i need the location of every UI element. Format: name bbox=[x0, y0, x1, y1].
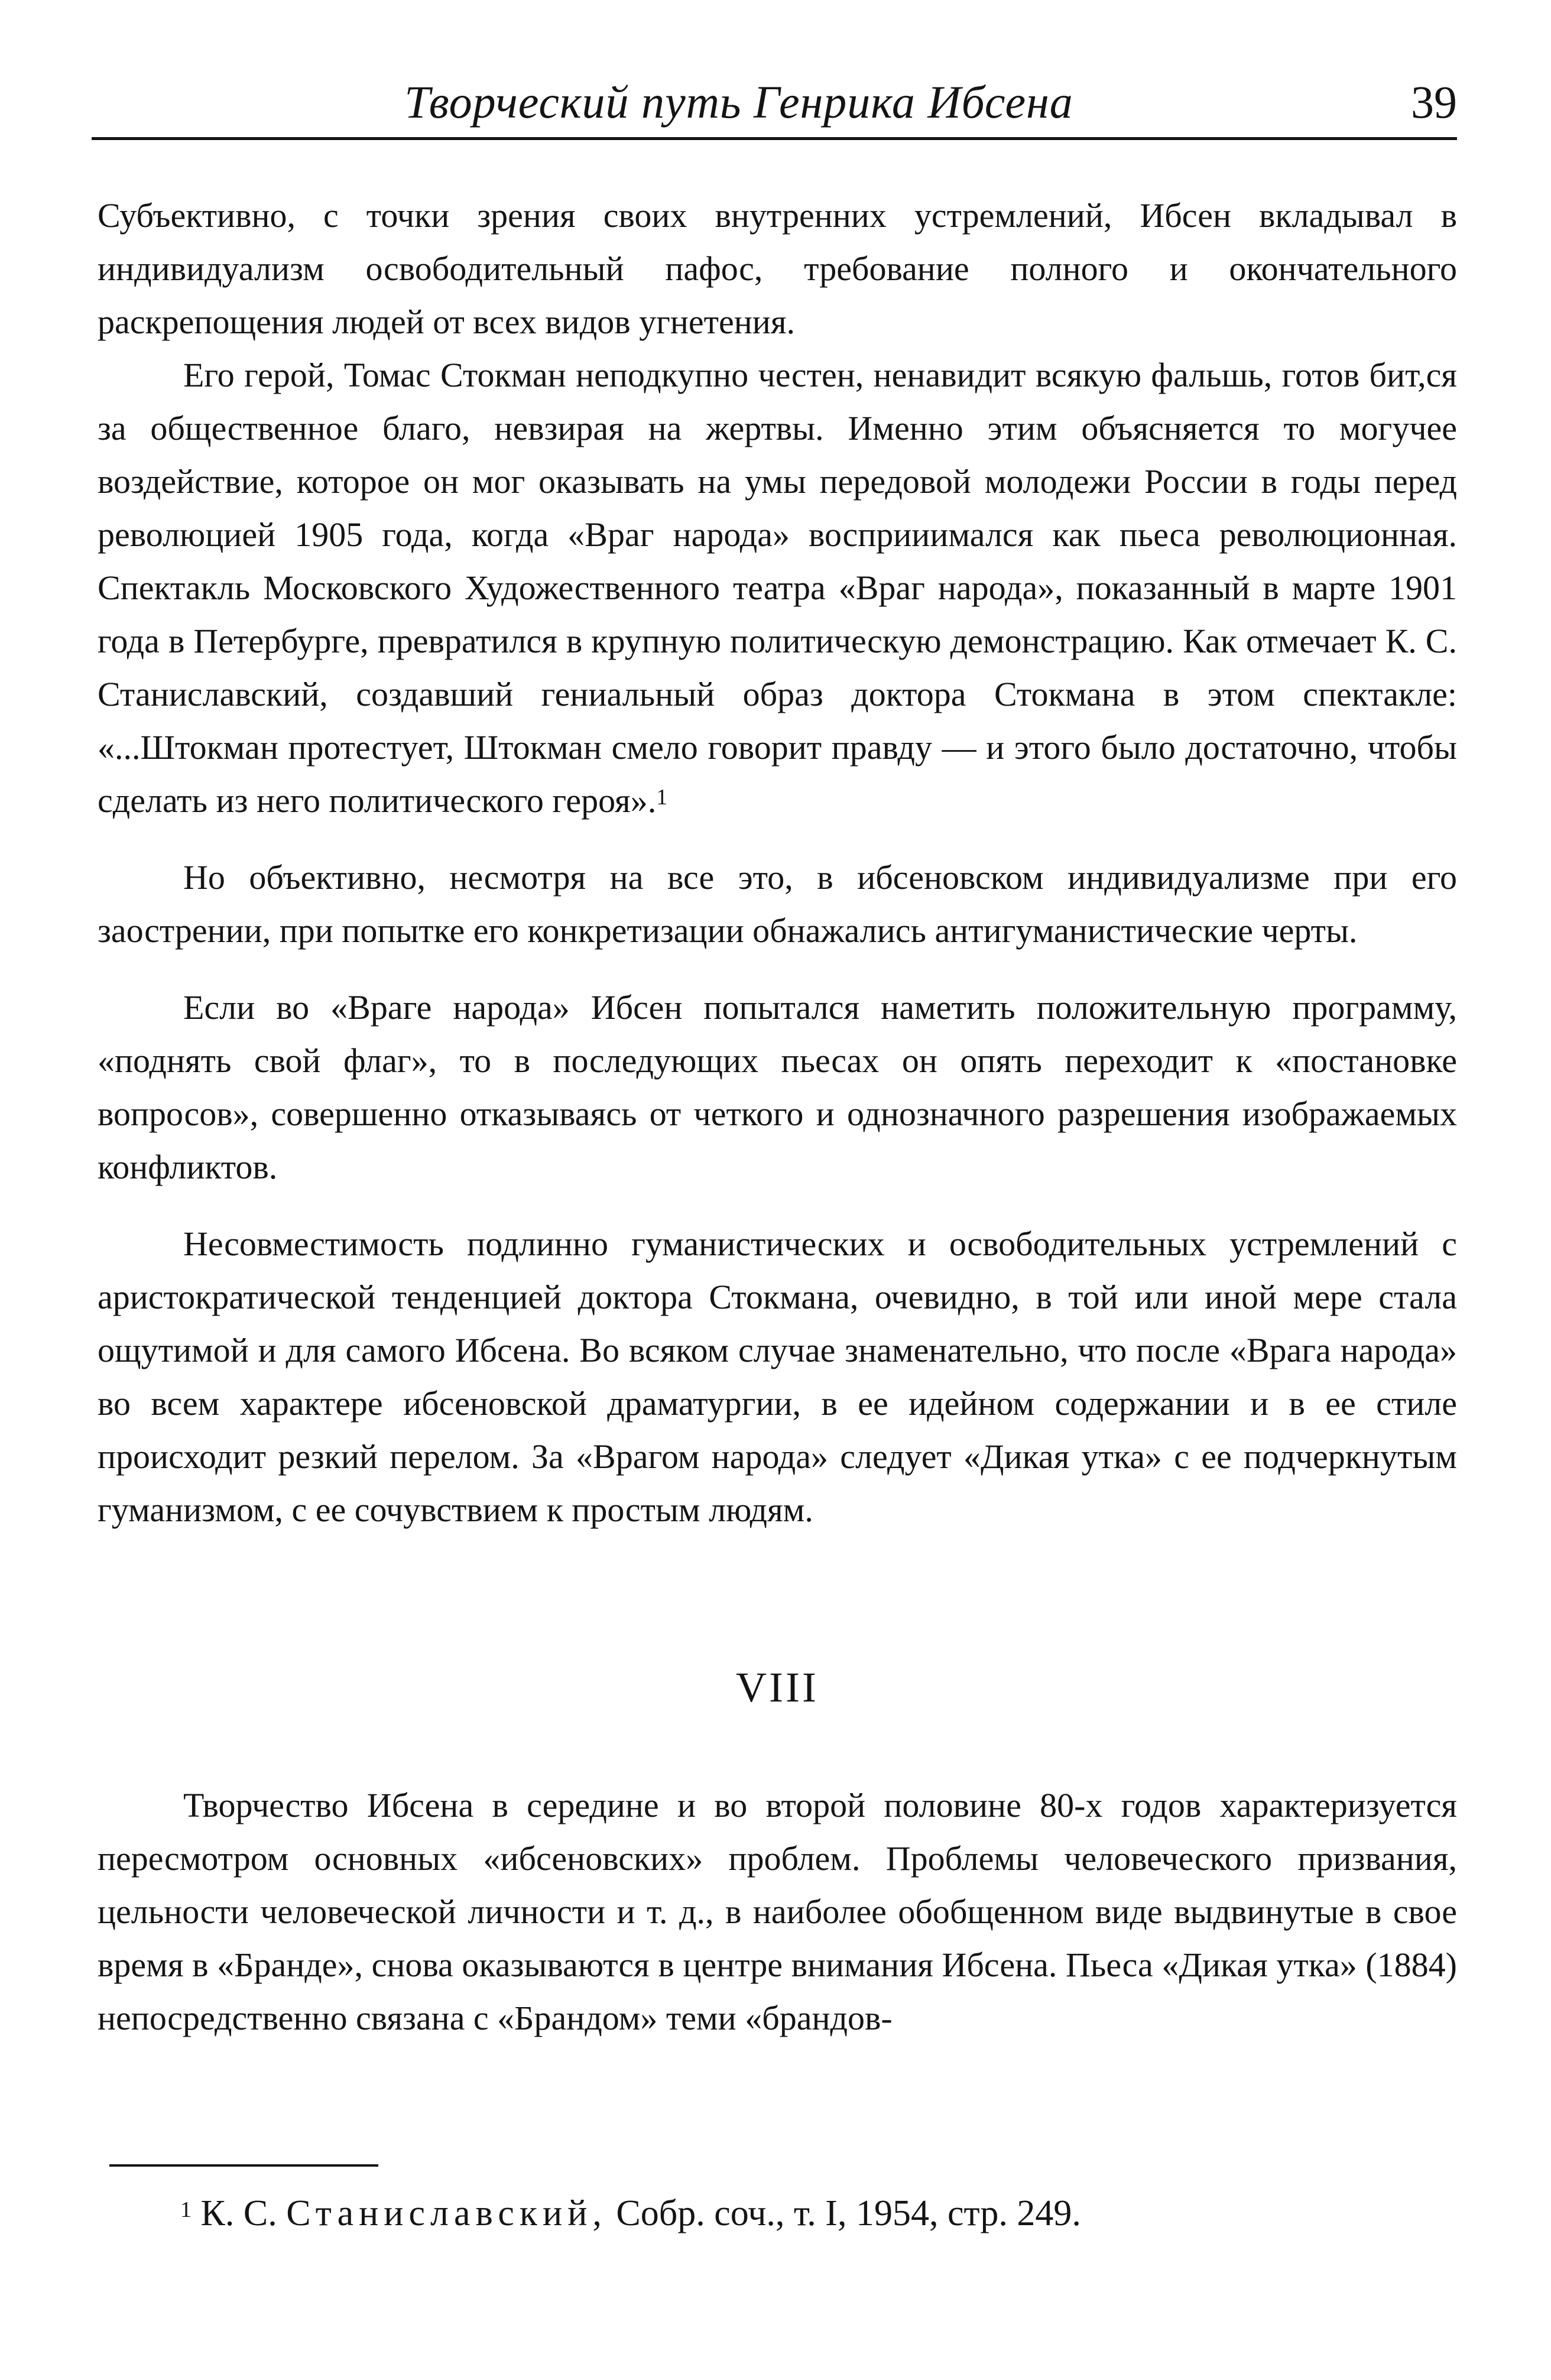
paragraph-4: Если во «Враге народа» Ибсен попытался наметить положительную программу, «поднять свой флаг», то в последующих пьесах он опять переходит к «постановке вопросов», совершенно отказываясь от четкого и однозначного разрешения изображаемых конфликтов. bbox=[98, 988, 1457, 1186]
footnote-reference: 1 bbox=[656, 785, 668, 810]
paragraph-2-text: Его герой, Томас Стокман неподкупно честен, ненавидит всякую фальшь, готов бит,ся за общественное благо, невзирая на жертвы. Именно этим объясняется то могучее воздействие, которое он мог оказывать на умы передовой молодежи России в годы перед революцией 1905 года, когда «Враг народа» восприиимался как пьеса революционная. Спектакль Московского Художественного театра «Враг народа», показанный в марте 1901 года в Петербурге, превратился в крупную политическую демонстрацию. Как отмечает К. С. Станиславский, создавший гениальный образ доктора Стокмана в этом спектакле: «...Штокман протестует, Штокман смело говорит правду — и этого было достаточно, чтобы сделать из него политического героя». bbox=[98, 356, 1457, 820]
section-paragraph: Творчество Ибсена в середине и во второй половине 80-х годов характеризуется пересмотром основных «ибсеновских» проблем. Проблемы человеческого призвания, цельности человеческой личности и т. д., в наиболее обобщенном виде выдвинутые в свое время в «Бранде», снова оказываются в центре внимания Ибсена. Пьеса «Дикая утка» (1884) непосредственно связана с «Брандом» теми «брандов- bbox=[98, 1786, 1457, 2037]
paragraph-1: Субъективно, с точки зрения своих внутренних устремлений, Ибсен вкладывал в индивидуализм освободительный пафос, требование полного и окончательного раскрепощения людей от всех видов угнетения. bbox=[98, 196, 1457, 341]
paragraph-2 bbox=[98, 349, 1457, 827]
footnote-initials: К. С. bbox=[200, 2193, 277, 2233]
footnote-marker: 1 bbox=[180, 2197, 192, 2222]
header-rule bbox=[92, 137, 1457, 140]
paragraph-3: Но объективно, несмотря на все это, в ибсеновском индивидуализме при его заострении, при попытке его конкретизации обнажались антигуманистические черты. bbox=[98, 858, 1457, 950]
footnote-author: Станиславский, bbox=[286, 2193, 607, 2233]
running-title: Творческий путь Генрика Ибсена bbox=[404, 76, 1073, 128]
paragraph-5: Несовместимость подлинно гуманистических и освободительных устремлений с аристократической тенденцией доктора Стокмана, очевидно, в той или иной мере стала ощутимой и для самого Ибсена. Во всяком случае знаменательно, что после «Врага народа» во всем характере ибсеновской драматургии, в ее идейном содержании и в ее стиле происходит резкий перелом. За «Врагом народа» следует «Дикая утка» с ее подчеркнутым гуманизмом, с ее сочувствием к простым людям. bbox=[98, 1225, 1457, 1529]
footnote-rule bbox=[109, 2164, 378, 2167]
section-heading: VIII bbox=[736, 1664, 819, 1711]
page-number: 39 bbox=[1411, 76, 1457, 128]
footnote bbox=[180, 2187, 1451, 2240]
running-header bbox=[92, 76, 1457, 135]
footnote-citation: Собр. соч., т. I, 1954, стр. 249. bbox=[616, 2193, 1081, 2233]
body-text bbox=[98, 189, 1457, 2045]
